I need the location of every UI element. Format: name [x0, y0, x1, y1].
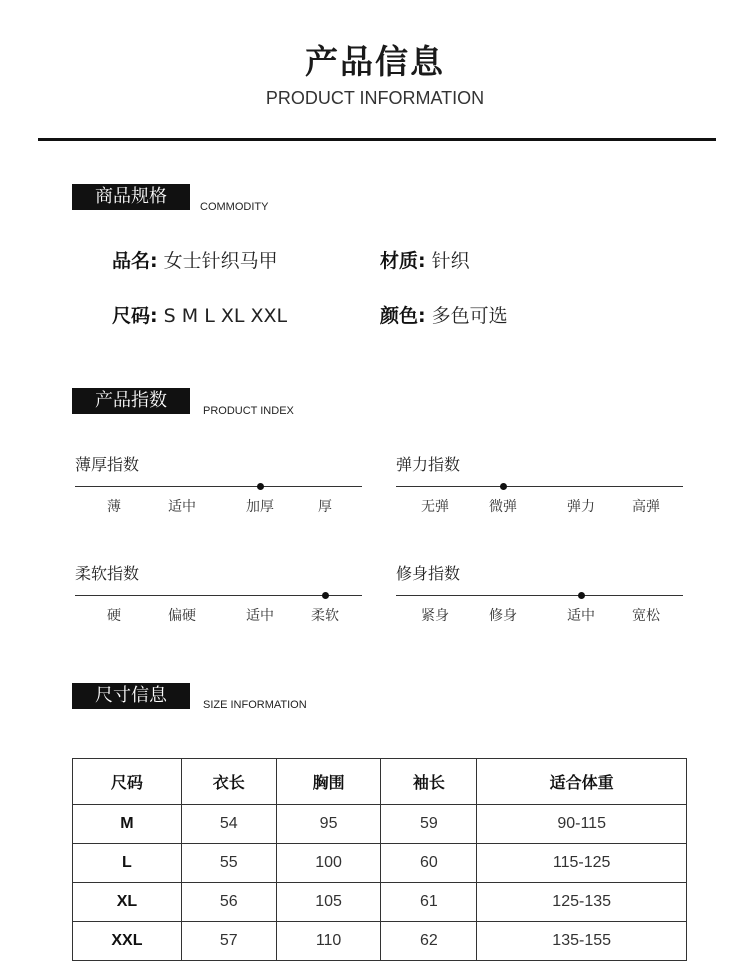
table-cell: 57	[181, 922, 276, 961]
index-option-label: 修身	[489, 608, 517, 624]
page-subtitle: PRODUCT INFORMATION	[265, 88, 485, 108]
table-cell: M	[73, 805, 182, 844]
commodity-section-sub: COMMODITY	[200, 201, 269, 213]
index-section-sub: PRODUCT INDEX	[203, 405, 294, 417]
index-marker	[322, 592, 329, 599]
table-header-row	[73, 759, 687, 805]
spec-key: 品名:	[112, 250, 158, 272]
table-cell: 62	[381, 922, 477, 961]
table-cell: 105	[276, 883, 381, 922]
spec-name	[112, 246, 278, 273]
index-title: 弹力指数	[396, 455, 461, 474]
table-header-cell: 尺码	[73, 759, 182, 805]
commodity-section-label: 商品规格	[72, 184, 190, 210]
table-header-cell: 衣长	[181, 759, 276, 805]
table-cell: 60	[381, 844, 477, 883]
spec-value: 多色可选	[431, 305, 508, 327]
table-cell: XXL	[73, 922, 182, 961]
table-cell: 90-115	[477, 805, 687, 844]
index-marker	[500, 483, 507, 490]
table-row	[73, 805, 687, 844]
index-marker	[578, 592, 585, 599]
spec-size	[112, 301, 287, 328]
table-cell: 110	[276, 922, 381, 961]
index-title: 修身指数	[396, 564, 461, 583]
table-cell: 125-135	[477, 883, 687, 922]
index-option-label: 微弹	[489, 499, 517, 515]
page-title: 产品信息	[305, 42, 445, 81]
spec-material	[380, 246, 470, 273]
table-header-cell: 胸围	[276, 759, 381, 805]
index-option-label: 紧身	[421, 608, 449, 624]
table-header-cell: 袖长	[381, 759, 477, 805]
table-cell: XL	[73, 883, 182, 922]
index-option-label: 厚	[318, 499, 332, 515]
table-cell: 55	[181, 844, 276, 883]
table-cell: 100	[276, 844, 381, 883]
index-marker	[257, 483, 264, 490]
index-scale-line	[396, 486, 683, 487]
spec-color	[380, 301, 508, 328]
spec-value: 女士针织马甲	[163, 250, 278, 272]
index-option-label: 薄	[107, 499, 121, 515]
spec-key: 材质:	[380, 250, 426, 272]
header-divider	[38, 138, 716, 141]
spec-value: S M L XL XXL	[163, 305, 288, 327]
index-scale-line	[75, 595, 362, 596]
index-option-label: 偏硬	[168, 608, 196, 624]
index-option-label: 适中	[168, 499, 196, 515]
index-option-label: 弹力	[567, 499, 595, 515]
index-scale-line	[396, 595, 683, 596]
table-cell: 59	[381, 805, 477, 844]
table-cell: 115-125	[477, 844, 687, 883]
index-option-label: 无弹	[421, 499, 449, 515]
table-cell: L	[73, 844, 182, 883]
index-option-label: 柔软	[311, 608, 339, 624]
table-cell: 56	[181, 883, 276, 922]
table-cell: 61	[381, 883, 477, 922]
index-option-label: 高弹	[632, 499, 660, 515]
table-row	[73, 922, 687, 961]
table-row	[73, 844, 687, 883]
size-section-sub: SIZE INFORMATION	[203, 699, 307, 711]
index-scale-line	[75, 486, 362, 487]
table-row	[73, 883, 687, 922]
index-option-label: 硬	[107, 608, 121, 624]
index-option-label: 适中	[246, 608, 274, 624]
index-section-label: 产品指数	[72, 388, 190, 414]
index-option-label: 宽松	[632, 608, 660, 624]
table-header-cell: 适合体重	[477, 759, 687, 805]
index-option-label: 适中	[567, 608, 595, 624]
spec-value: 针织	[431, 250, 470, 272]
size-table	[72, 758, 687, 961]
index-title: 薄厚指数	[75, 455, 140, 474]
spec-key: 颜色:	[380, 305, 426, 327]
index-title: 柔软指数	[75, 564, 140, 583]
spec-key: 尺码:	[112, 305, 158, 327]
table-cell: 54	[181, 805, 276, 844]
table-cell: 95	[276, 805, 381, 844]
size-section-label: 尺寸信息	[72, 683, 190, 709]
index-option-label: 加厚	[246, 499, 274, 515]
table-cell: 135-155	[477, 922, 687, 961]
